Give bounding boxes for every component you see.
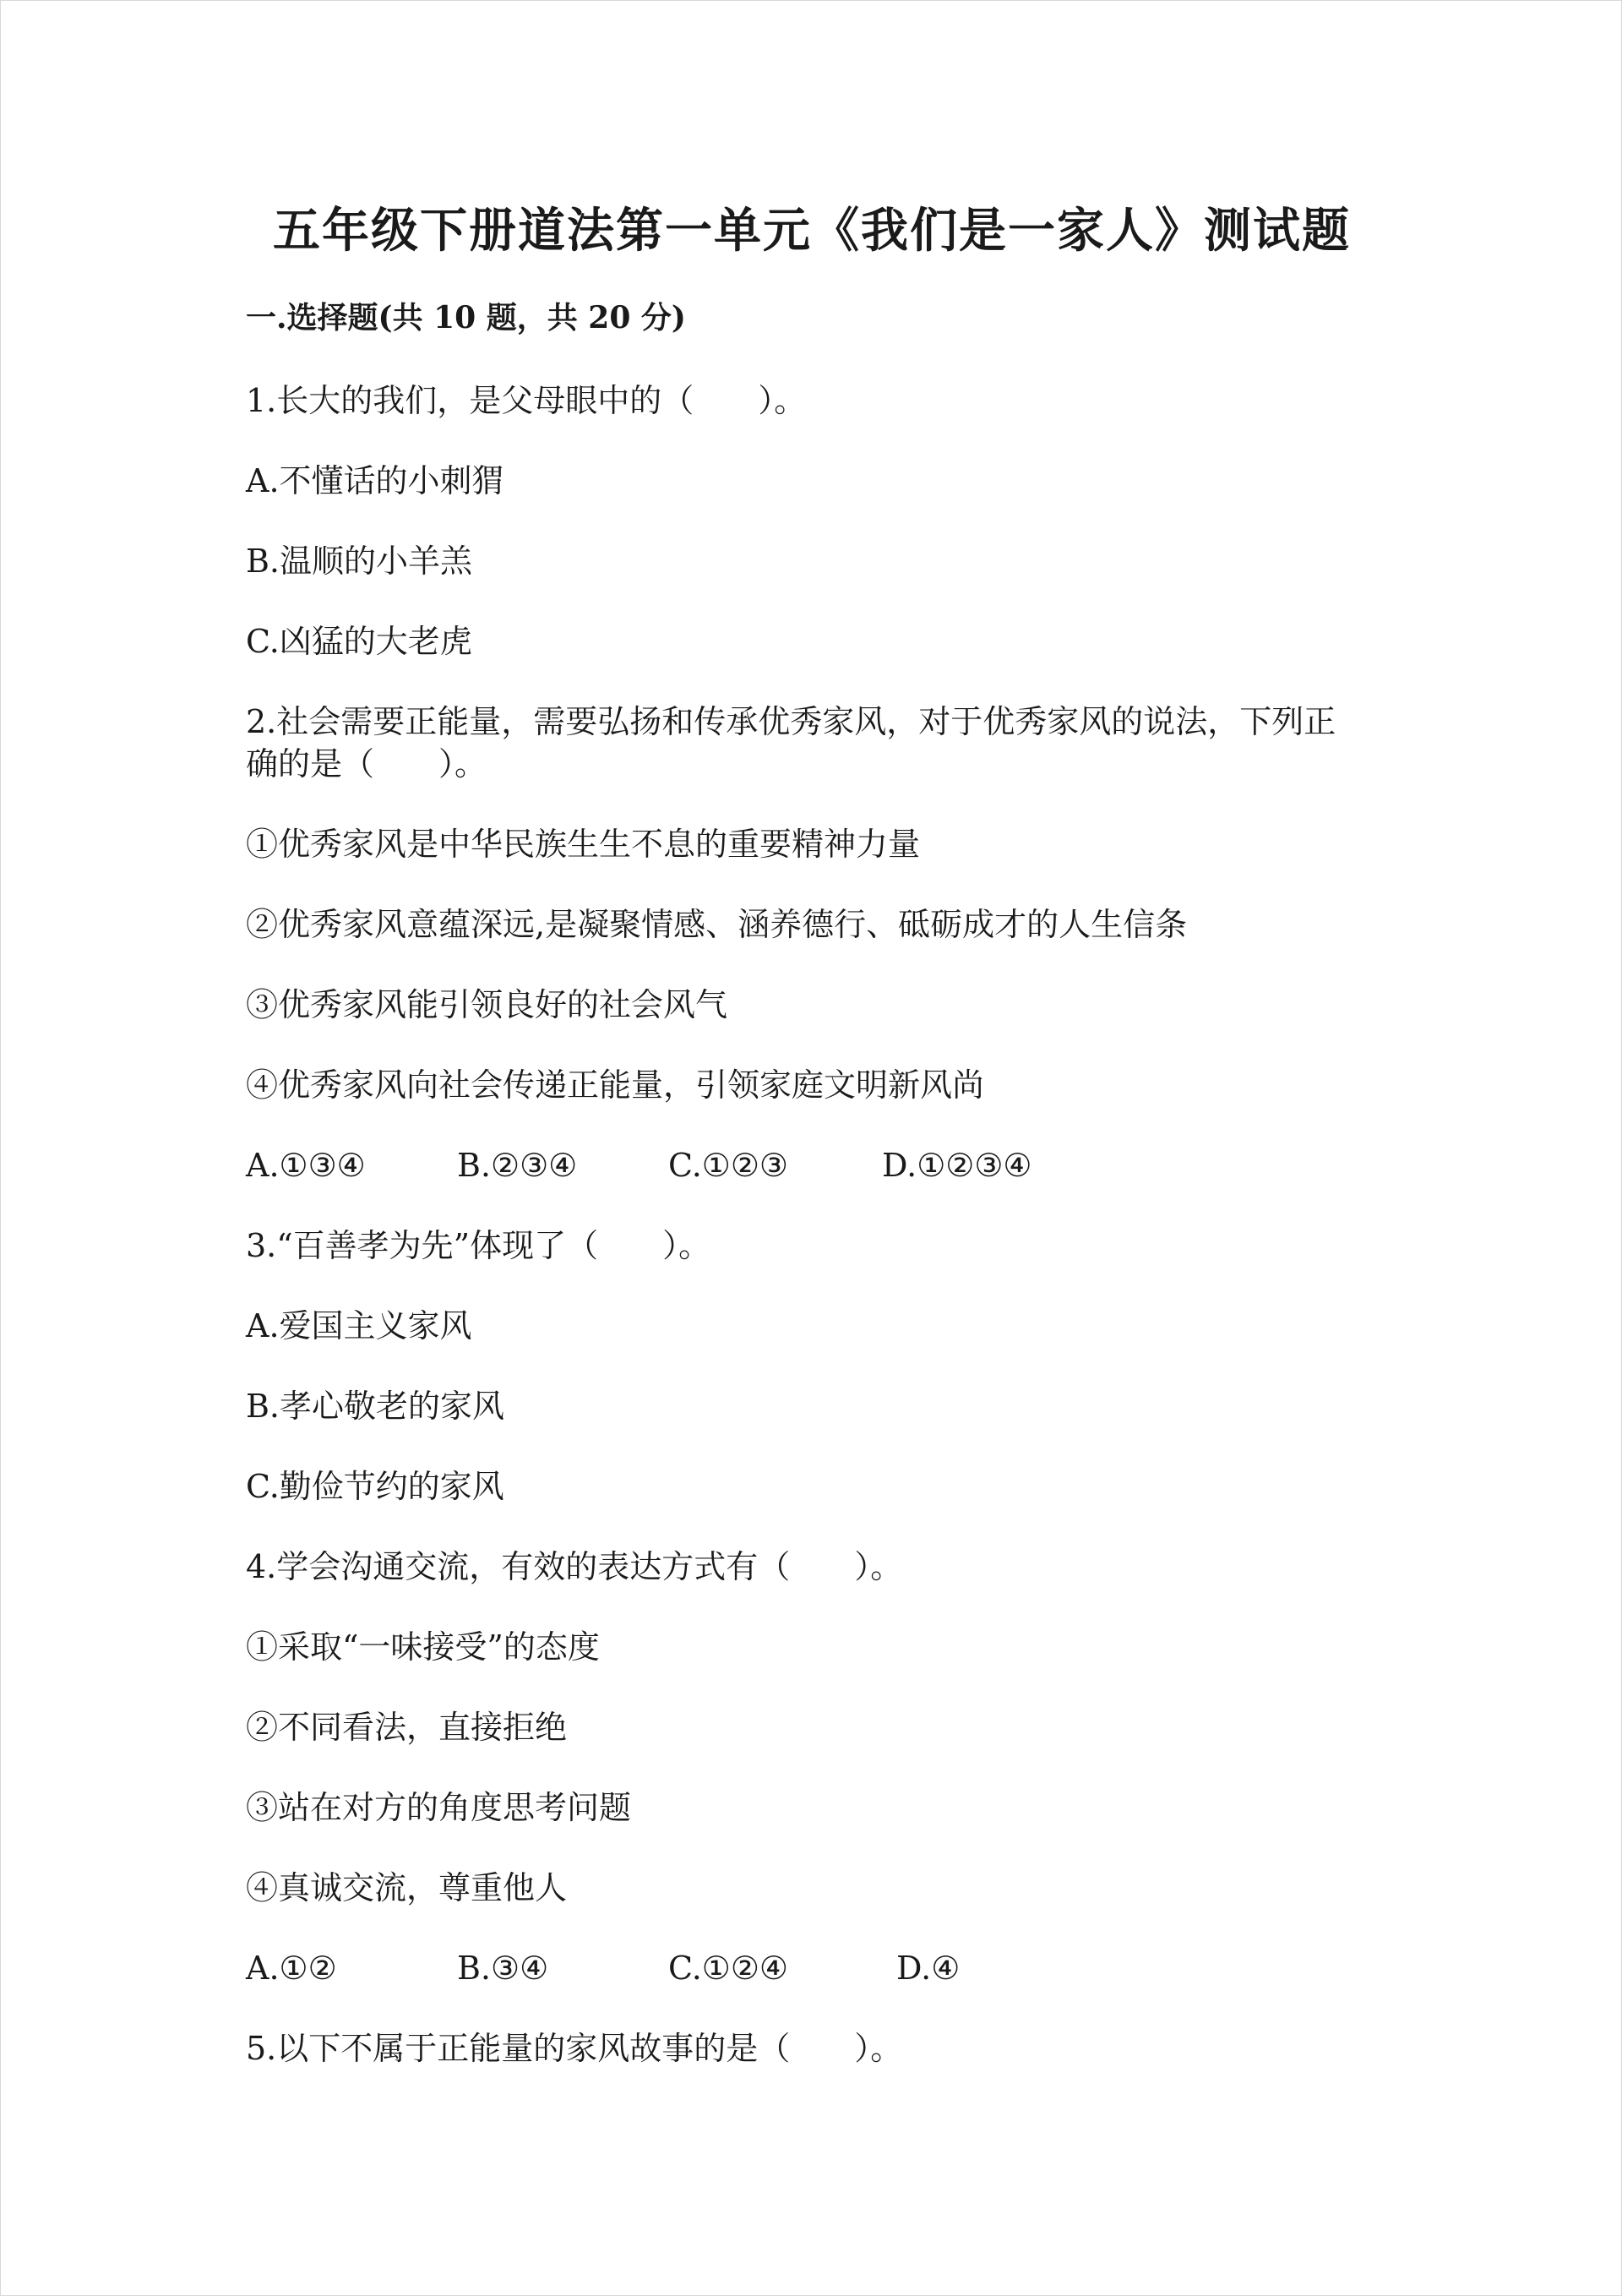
question-1-stem: 1.长大的我们，是父母眼中的（ ）。 [246,382,807,419]
question-2-statement-2: ②优秀家风意蕴深远,是凝聚情感、涵养德行、砥砺成才的人生信条 [246,906,1188,943]
question-1-option-a: A.不懂话的小刺猬 [246,462,504,499]
question-4-option-d: D.④ [896,1950,961,1987]
question-2-stem-line-1: 2.社会需要正能量，需要弘扬和传承优秀家风，对于优秀家风的说法，下列正 [246,703,1336,740]
question-4-option-a: A.①② [246,1950,337,1987]
question-4-statement-2: ②不同看法，直接拒绝 [246,1709,568,1746]
question-3-stem: 3.“百善孝为先”体现了（ ）。 [246,1227,711,1264]
question-3-option-b: B.孝心敬老的家风 [246,1388,505,1425]
question-3-option-c: C.勤俭节约的家风 [246,1468,504,1505]
section-heading: 一.选择题(共 10 题，共 20 分) [246,300,686,335]
question-2-option-a: A.①③④ [246,1147,366,1184]
question-2-statement-1: ①优秀家风是中华民族生生不息的重要精神力量 [246,826,921,863]
page-title: 五年级下册道法第一单元《我们是一家人》测试题 [273,203,1351,259]
question-2-option-c: C.①②③ [668,1147,788,1184]
question-4-option-c: C.①②④ [668,1950,788,1987]
question-2-option-b: B.②③④ [457,1147,578,1184]
question-5-stem: 5.以下不属于正能量的家风故事的是（ ）。 [246,2030,903,2067]
question-1-option-b: B.温顺的小羊羔 [246,543,473,580]
question-3-option-a: A.爱国主义家风 [246,1307,472,1344]
question-4-statement-3: ③站在对方的角度思考问题 [246,1789,632,1826]
question-2-statement-3: ③优秀家风能引领良好的社会风气 [246,986,728,1023]
question-4-statement-4: ④真诚交流，尊重他人 [246,1869,568,1906]
question-1-option-c: C.凶猛的大老虎 [246,623,472,660]
question-2-stem-line-2: 确的是（ ）。 [246,745,487,783]
question-4-option-b: B.③④ [457,1950,549,1987]
question-2-statement-4: ④优秀家风向社会传递正能量，引领家庭文明新风尚 [246,1066,985,1104]
question-2-option-d: D.①②③④ [882,1147,1032,1184]
question-4-stem: 4.学会沟通交流，有效的表达方式有（ ）。 [246,1548,903,1585]
question-4-statement-1: ①采取“一味接受”的态度 [246,1628,600,1666]
